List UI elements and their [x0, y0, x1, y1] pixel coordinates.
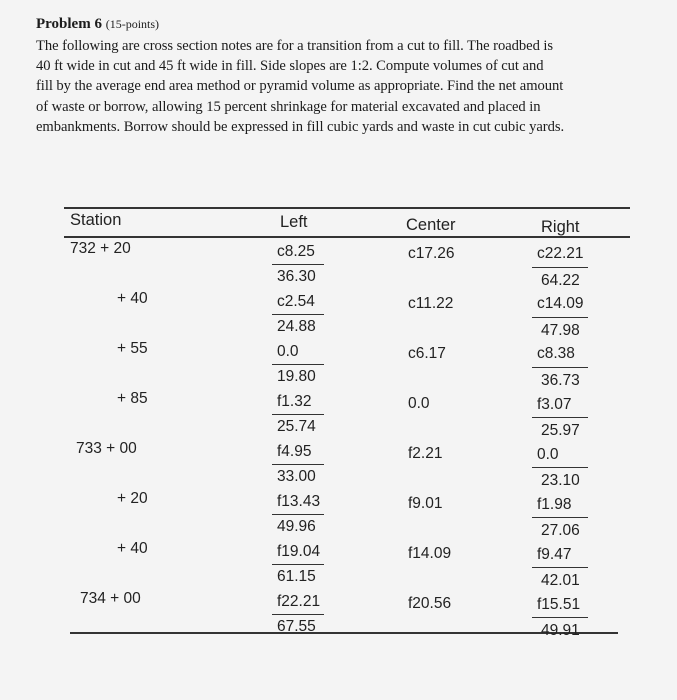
table-bottom-rule — [70, 632, 618, 634]
left-offset-cell: 0.0 — [277, 343, 299, 360]
left-fraction-line — [272, 414, 324, 415]
right-offset-cell: f9.47 — [537, 546, 572, 563]
header-right: Right — [541, 218, 580, 236]
station-cell: + 85 — [117, 390, 148, 407]
left-fraction-line — [272, 314, 324, 315]
right-fraction-line — [532, 267, 588, 268]
header-station: Station — [70, 211, 122, 229]
center-cut-fill-cell: f2.21 — [408, 445, 443, 462]
station-cell: + 40 — [117, 540, 148, 557]
center-cut-fill-cell: c17.26 — [408, 245, 455, 262]
right-fraction-line — [532, 467, 588, 468]
left-fraction-line — [272, 564, 324, 565]
problem-line: embankments. Borrow should be expressed in fill cubic yards and waste in cut cubic yards. — [36, 118, 565, 135]
problem-points: (15-points) — [105, 17, 160, 31]
left-fraction-line — [272, 364, 324, 365]
problem-line: of waste or borrow, allowing 15 percent shrinkage for material excavated and placed in — [36, 98, 541, 115]
right-offset-cell: f3.07 — [537, 396, 572, 413]
left-distance-cell: 24.88 — [277, 318, 316, 335]
right-distance-cell: 27.06 — [541, 522, 580, 539]
station-cell: 733 + 00 — [76, 440, 137, 457]
problem-title-text: Problem 6 — [36, 16, 102, 32]
left-offset-cell: f4.95 — [277, 443, 312, 460]
station-cell: + 55 — [117, 340, 148, 357]
left-fraction-line — [272, 614, 324, 615]
table-top-rule — [64, 207, 630, 209]
center-cut-fill-cell: f14.09 — [408, 545, 452, 562]
left-distance-cell: 19.80 — [277, 368, 316, 385]
right-fraction-line — [532, 567, 588, 568]
right-fraction-line — [532, 317, 588, 318]
problem-line: The following are cross section notes are for a transition from a cut to fill. The roadbed is — [36, 38, 554, 54]
station-cell: 732 + 20 — [70, 240, 131, 257]
left-offset-cell: f22.21 — [277, 593, 321, 610]
left-offset-cell: f19.04 — [277, 543, 321, 560]
right-distance-cell: 49.91 — [541, 622, 580, 639]
right-fraction-line — [532, 367, 588, 368]
right-distance-cell: 23.10 — [541, 472, 580, 489]
center-cut-fill-cell: c6.17 — [408, 345, 446, 362]
right-offset-cell: 0.0 — [537, 446, 559, 463]
station-cell: + 40 — [117, 290, 148, 307]
right-fraction-line — [532, 617, 588, 618]
center-cut-fill-cell: f20.56 — [408, 595, 452, 612]
right-distance-cell: 42.01 — [541, 572, 580, 589]
left-offset-cell: f1.32 — [277, 393, 312, 410]
right-distance-cell: 64.22 — [541, 272, 580, 289]
right-distance-cell: 47.98 — [541, 322, 580, 339]
right-offset-cell: c8.38 — [537, 345, 575, 362]
left-distance-cell: 49.96 — [277, 518, 316, 535]
left-distance-cell: 25.74 — [277, 418, 316, 435]
right-fraction-line — [532, 417, 588, 418]
left-offset-cell: c8.25 — [277, 243, 315, 260]
problem-line: fill by the average end area method or pyramid volume as appropriate. Find the net amount — [36, 78, 564, 95]
problem-title — [36, 16, 159, 33]
left-fraction-line — [272, 464, 324, 465]
left-distance-cell: 61.15 — [277, 568, 316, 585]
center-cut-fill-cell: f9.01 — [408, 495, 443, 512]
right-offset-cell: f1.98 — [537, 496, 572, 513]
left-fraction-line — [272, 264, 324, 265]
center-cut-fill-cell: 0.0 — [408, 395, 430, 412]
header-left: Left — [280, 213, 308, 231]
center-cut-fill-cell: c11.22 — [408, 295, 454, 312]
left-distance-cell: 36.30 — [277, 268, 316, 285]
right-offset-cell: f15.51 — [537, 596, 581, 613]
header-center: Center — [406, 216, 456, 234]
problem-statement — [36, 36, 666, 137]
right-fraction-line — [532, 517, 588, 518]
left-offset-cell: f13.43 — [277, 493, 321, 510]
left-distance-cell: 67.55 — [277, 618, 316, 635]
station-cell: + 20 — [117, 490, 148, 507]
right-distance-cell: 25.97 — [541, 422, 580, 439]
left-offset-cell: c2.54 — [277, 293, 315, 310]
station-cell: 734 + 00 — [80, 590, 141, 607]
right-distance-cell: 36.73 — [541, 372, 580, 389]
right-offset-cell: c22.21 — [537, 245, 584, 262]
problem-line: 40 ft wide in cut and 45 ft wide in fill. Side slopes are 1:2. Compute volumes of cut and — [36, 58, 544, 75]
left-fraction-line — [272, 514, 324, 515]
right-offset-cell: c14.09 — [537, 295, 584, 312]
left-distance-cell: 33.00 — [277, 468, 316, 485]
